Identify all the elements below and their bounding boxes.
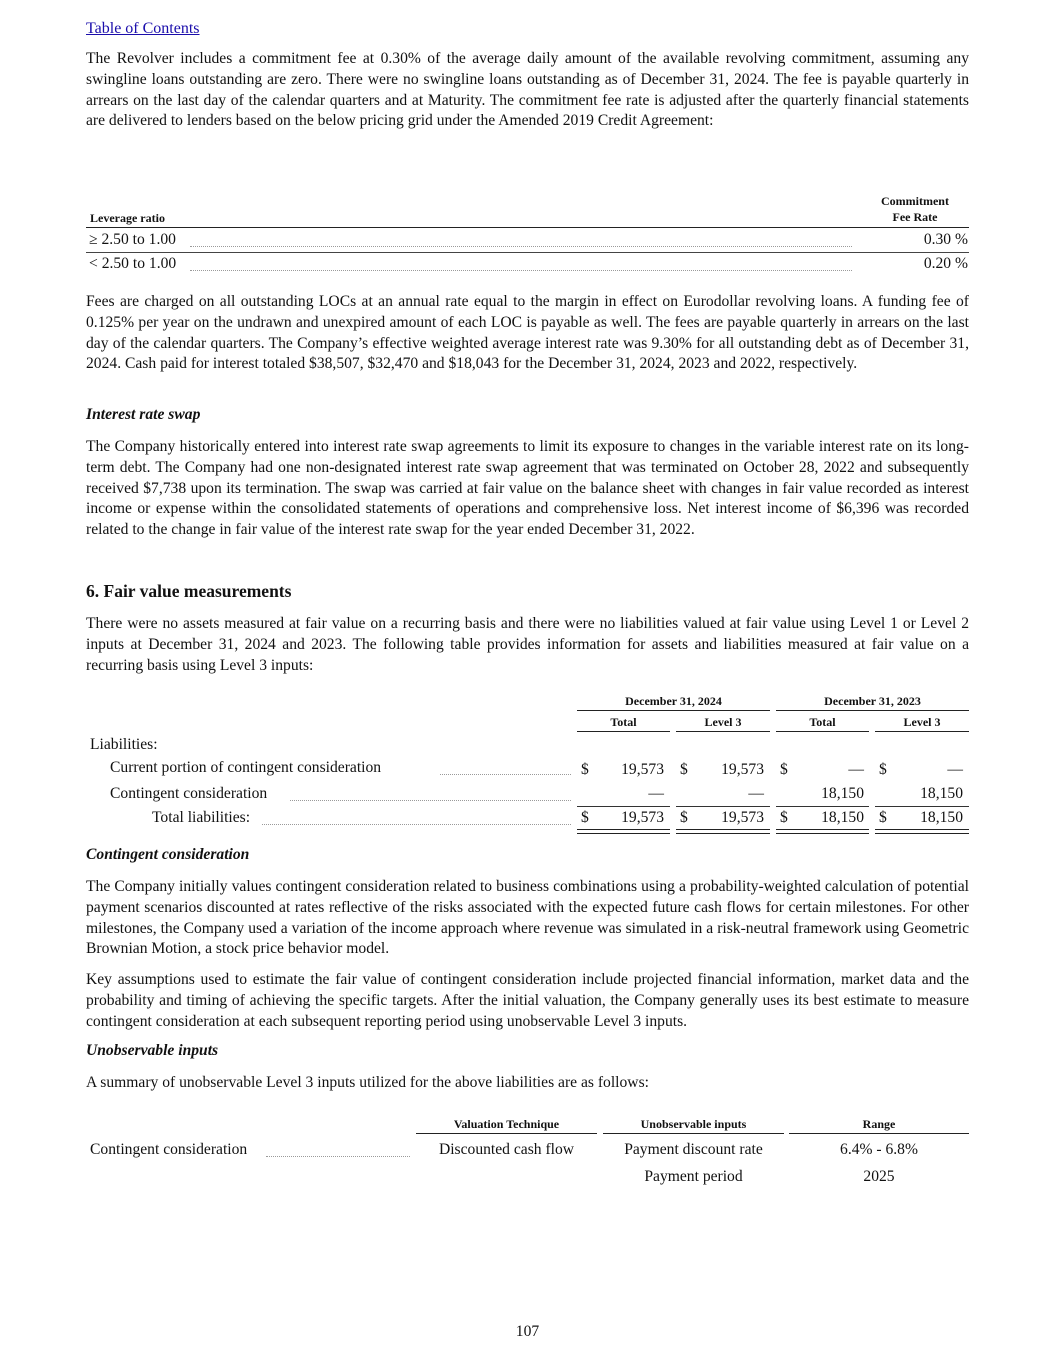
leader-dots bbox=[190, 270, 852, 271]
header-rule bbox=[577, 731, 670, 732]
dollar-sign: $ bbox=[780, 761, 788, 778]
fee-table-header-rule bbox=[86, 227, 969, 228]
dollar-sign: $ bbox=[680, 809, 688, 826]
row-2-level3-2024: — bbox=[748, 785, 764, 802]
page-number: 107 bbox=[515, 1323, 540, 1340]
header-rule bbox=[789, 1133, 969, 1134]
total-double-rule bbox=[676, 829, 770, 834]
dollar-sign: $ bbox=[581, 761, 589, 778]
row-1-level3-2023: — bbox=[947, 761, 963, 778]
valuation-technique: Discounted cash flow bbox=[438, 1141, 575, 1158]
row-1-total-2023: — bbox=[848, 761, 864, 778]
range-1: 6.4% - 6.8% bbox=[840, 1141, 918, 1158]
leader-dots bbox=[190, 246, 852, 247]
total-2023-header: Total bbox=[809, 715, 836, 729]
leader-dots bbox=[440, 774, 571, 775]
dollar-sign: $ bbox=[581, 809, 589, 826]
period-2024-header: December 31, 2024 bbox=[625, 694, 722, 708]
fee-row-2-ratio: < 2.50 to 1.00 bbox=[89, 255, 177, 272]
fee-row-divider bbox=[86, 252, 969, 253]
fair-value-paragraph: There were no assets measured at fair value on a recurring basis and there were no liabilities valued at fair value using Level 1 or Level 2 inputs at December 31, 2024 and 2023. The following table provides information for assets and liabilities measured at fair value on a recurring basis using Level 3 inputs: bbox=[86, 615, 969, 674]
header-rule bbox=[416, 1133, 597, 1134]
contingent-consideration-paragraph-2: Key assumptions used to estimate the fair value of contingent consideration include projected financial information, market data and the probability and timing of achieving the specific targets. After the initial valuation, the Company generally uses its best estimate to measure contingent consideration at each subsequent reporting period using unobservable Level 3 inputs. bbox=[86, 971, 969, 1030]
dollar-sign: $ bbox=[879, 809, 887, 826]
section-title: 6. Fair value measurements bbox=[86, 581, 292, 601]
range-2: 2025 bbox=[863, 1168, 895, 1185]
header-rule bbox=[676, 731, 770, 732]
total-double-rule bbox=[875, 829, 969, 834]
row-3-level3-2023: 18,150 bbox=[920, 809, 963, 826]
total-double-rule bbox=[776, 829, 869, 834]
revolver-paragraph: The Revolver includes a commitment fee at 0.30% of the average daily amount of the available revolving commitment, assuming any swingline loans outstanding are zero. There were no swingline loans outstanding as of December 31, 2024. The fee is payable quarterly in arrears on the last day of the calendar quarters and at Maturity. The commitment fee rate is adjusted after the quarterly financial statements are delivered to lenders based on the below pricing grid under the Amended 2019 Credit Agreement: bbox=[86, 50, 969, 130]
row-3-total-2023: 18,150 bbox=[821, 809, 864, 826]
leverage-ratio-header: Leverage ratio bbox=[90, 211, 165, 225]
row-2-total-2024: — bbox=[648, 785, 664, 802]
input-1: Payment discount rate bbox=[624, 1141, 763, 1158]
fees-paragraph: Fees are charged on all outstanding LOCs at an annual rate equal to the margin in effect on Eurodollar revolving loans. A funding fee of 0.125% per year on the undrawn and unexpired amount of each LOC is payable as well. The fees are payable quarterly in arrears on the last day of the calendar quarters. The Company’s effective weighted average interest rate was 9.30% for all outstanding debt as of December 31, 2024. Cash paid for interest totaled $38,507, $32,470 and $18,043 for the December 31, 2024, 2023 and 2022, respectively. bbox=[86, 293, 969, 373]
contingent-consideration-heading: Contingent consideration bbox=[86, 846, 250, 863]
row-1-level3-2024: 19,573 bbox=[721, 761, 764, 778]
contingent-consideration-paragraph-1: The Company initially values contingent consideration related to business combinations using a probability-weighted calculation of potential payment scenarios discounted at rates reflective of the risks associated with the expected future cash flows for certain milestones. For other milestones, the Company used a variation of the income approach where revenue was simulated in a risk-neutral framework using Geometric Brownian Motion, a stock price behavior model. bbox=[86, 878, 969, 958]
liabilities-label: Liabilities: bbox=[90, 736, 158, 753]
total-2024-header: Total bbox=[610, 715, 637, 729]
fee-rate-header-line2: Fee Rate bbox=[892, 210, 938, 224]
row-3-total-2024: 19,573 bbox=[621, 809, 664, 826]
unobservable-inputs-paragraph: A summary of unobservable Level 3 inputs utilized for the above liabilities are as follows: bbox=[86, 1074, 649, 1091]
unobservable-inputs-heading: Unobservable inputs bbox=[86, 1042, 219, 1059]
subtotal-rule bbox=[676, 806, 770, 807]
leader-dots bbox=[262, 824, 571, 825]
unobservable-inputs-header: Unobservable inputs bbox=[640, 1117, 747, 1131]
subtotal-rule bbox=[776, 806, 869, 807]
table-of-contents-link[interactable]: Table of Contents bbox=[86, 20, 200, 37]
ui-row-label: Contingent consideration bbox=[90, 1141, 248, 1158]
row-1-total-2024: 19,573 bbox=[621, 761, 664, 778]
fee-row-1-rate: 0.30 % bbox=[923, 231, 968, 248]
row-3-level3-2024: 19,573 bbox=[721, 809, 764, 826]
row-1-label: Current portion of contingent consideration bbox=[110, 759, 382, 776]
row-2-level3-2023: 18,150 bbox=[920, 785, 963, 802]
row-2-total-2023: 18,150 bbox=[821, 785, 864, 802]
level3-2024-header: Level 3 bbox=[704, 715, 742, 729]
interest-rate-swap-heading: Interest rate swap bbox=[86, 406, 201, 423]
dollar-sign: $ bbox=[780, 809, 788, 826]
level3-2023-header: Level 3 bbox=[903, 715, 941, 729]
input-2: Payment period bbox=[644, 1168, 743, 1185]
range-header: Range bbox=[862, 1117, 896, 1131]
leader-dots bbox=[266, 1156, 410, 1157]
valuation-technique-header: Valuation Technique bbox=[453, 1117, 560, 1131]
subtotal-rule bbox=[875, 806, 969, 807]
fee-row-1-ratio: ≥ 2.50 to 1.00 bbox=[89, 231, 176, 248]
interest-rate-swap-paragraph: The Company historically entered into interest rate swap agreements to limit its exposure to changes in the variable interest rate on its long-term debt. The Company had one non-designated interest rate swap agreement that was terminated on October 28, 2022 and subsequently received $7,738 upon its termination. The swap was carried at fair value on the balance sheet with changes in fair value recorded as interest income or expense within the consolidated statements of operations and comprehensive loss. Net interest income of $6,396 was recorded related to the change in fair value of the interest rate swap for the year ended December 31, 2022. bbox=[86, 438, 969, 539]
period-2023-header: December 31, 2023 bbox=[824, 694, 921, 708]
fee-rate-header-line1: Commitment bbox=[881, 194, 949, 208]
subtotal-rule bbox=[577, 806, 670, 807]
fee-row-2-rate: 0.20 % bbox=[923, 255, 968, 272]
dollar-sign: $ bbox=[680, 761, 688, 778]
dollar-sign: $ bbox=[879, 761, 887, 778]
row-3-label: Total liabilities: bbox=[152, 809, 251, 826]
header-rule bbox=[776, 731, 869, 732]
header-rule bbox=[875, 731, 969, 732]
header-rule bbox=[603, 1133, 784, 1134]
leader-dots bbox=[290, 800, 571, 801]
header-rule bbox=[776, 710, 969, 711]
header-rule bbox=[577, 710, 770, 711]
row-2-label: Contingent consideration bbox=[110, 785, 268, 802]
total-double-rule bbox=[577, 829, 670, 834]
